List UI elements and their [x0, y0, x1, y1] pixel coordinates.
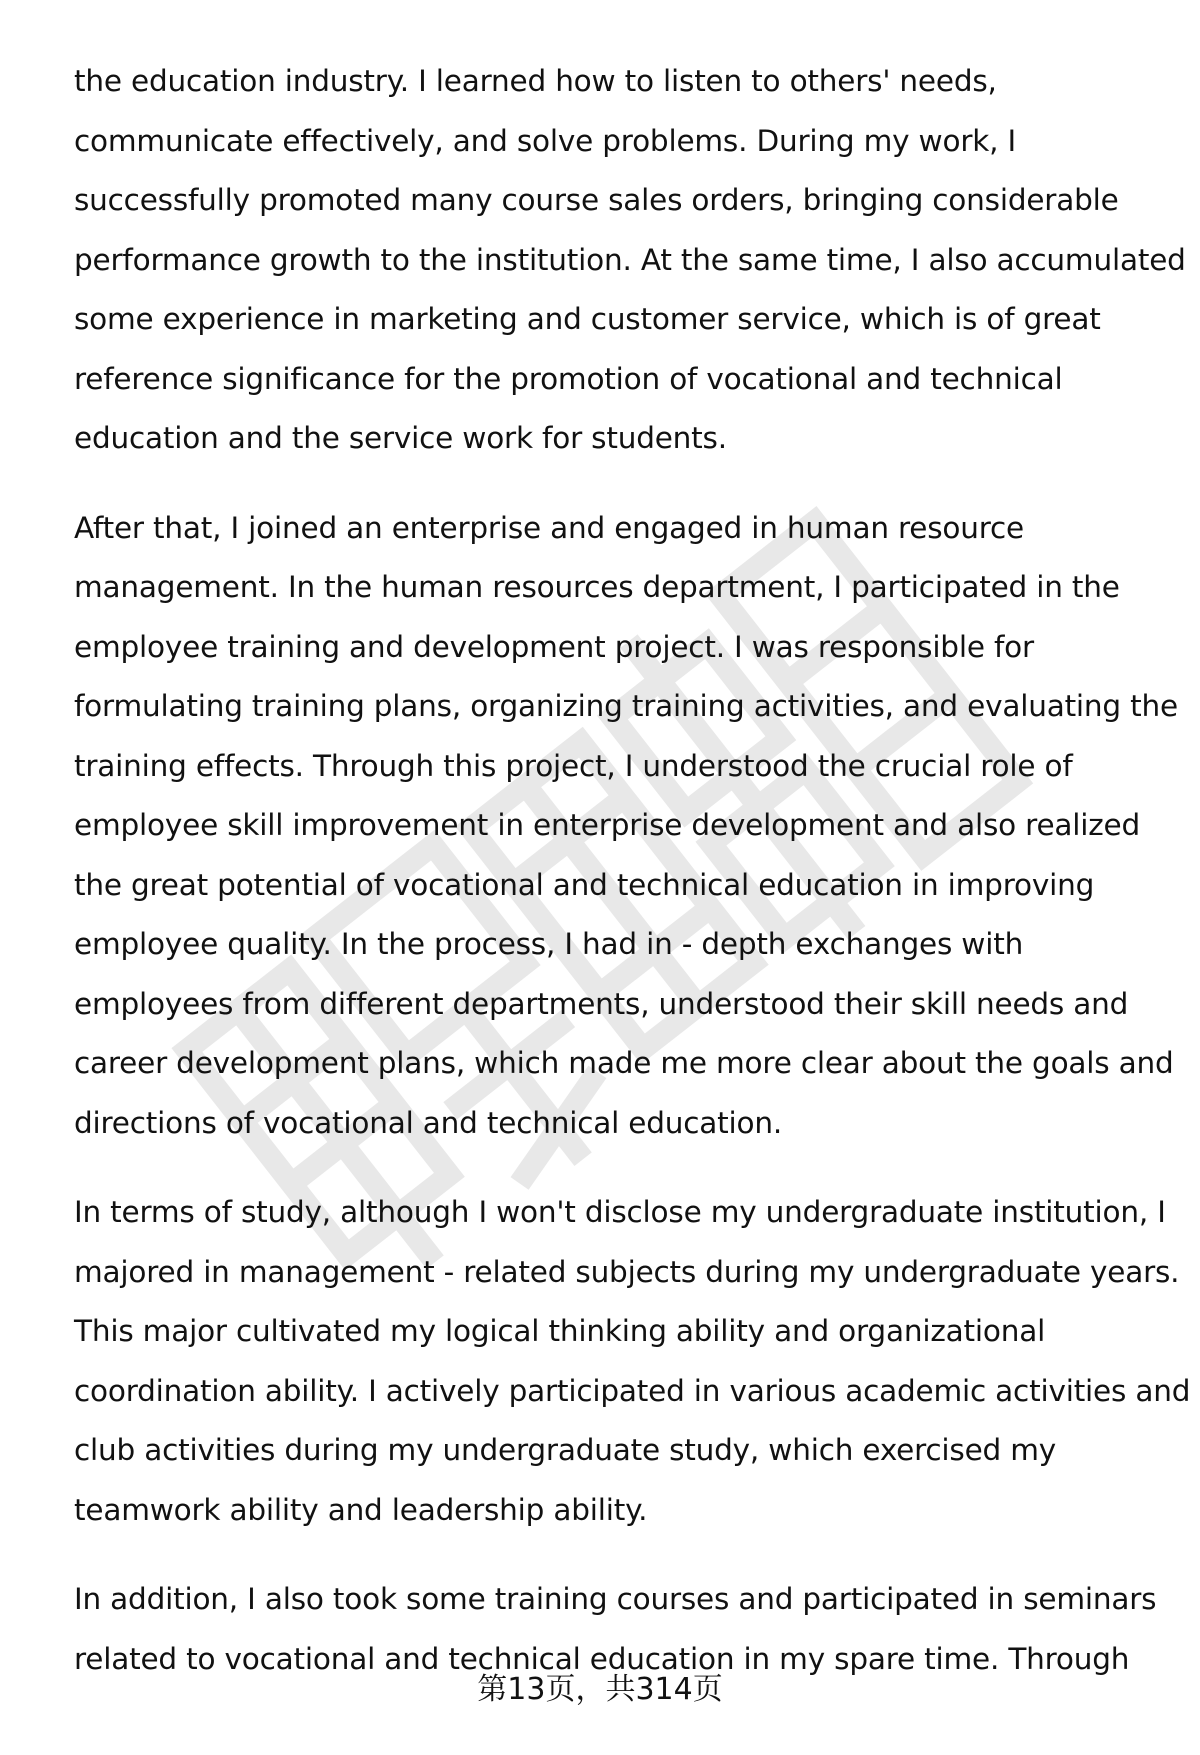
text-line: majored in management - related subjects during my undergraduate years.	[74, 1254, 1180, 1289]
paragraph-3	[74, 1183, 1191, 1540]
text-line: training effects. Through this project, I understood the crucial role of	[74, 748, 1073, 783]
text-line: successfully promoted many course sales orders, bringing considerable	[74, 183, 1119, 217]
text-line: coordination ability. I actively participated in various academic activities and	[74, 1373, 1191, 1408]
text-line: teamwork ability and leadership ability.	[74, 1492, 648, 1527]
document-body	[74, 52, 1191, 1689]
text-line: employee skill improvement in enterprise development and also realized	[74, 808, 1141, 842]
text-line: education and the service work for students.	[74, 421, 727, 455]
text-line: After that, I joined an enterprise and engaged in human resource	[74, 510, 1024, 545]
text-line: the education industry. I learned how to listen to others' needs,	[74, 64, 997, 98]
text-line: employees from different departments, understood their skill needs and	[74, 986, 1129, 1021]
page-number: 第13页，共314页	[477, 1672, 723, 1707]
paragraph-2	[74, 499, 1178, 1154]
text-line: communicate effectively, and solve problems. During my work, I	[74, 123, 1017, 158]
text-line: formulating training plans, organizing training activities, and evaluating the	[74, 689, 1178, 723]
text-line: In addition, I also took some training courses and participated in seminars	[74, 1582, 1157, 1616]
text-line: club activities during my undergraduate study, which exercised my	[74, 1433, 1057, 1467]
text-line: career development plans, which made me more clear about the goals and	[74, 1046, 1174, 1080]
text-line: the great potential of vocational and technical education in improving	[74, 867, 1095, 902]
text-line: In terms of study, although I won't disclose my undergraduate institution, I	[74, 1195, 1166, 1229]
text-line: This major cultivated my logical thinking ability and organizational	[74, 1314, 1046, 1348]
text-line: related to vocational and technical education in my spare time. Through	[74, 1641, 1130, 1676]
text-line: employee training and development project. I was responsible for	[74, 629, 1034, 664]
text-line: directions of vocational and technical education.	[74, 1105, 783, 1140]
paragraph-1	[74, 52, 1186, 469]
text-line: employee quality. In the process, I had in - depth exchanges with	[74, 927, 1024, 961]
text-line: management. In the human resources department, I participated in the	[74, 570, 1120, 604]
text-line: some experience in marketing and customer service, which is of great	[74, 302, 1101, 336]
text-line: reference significance for the promotion of vocational and technical	[74, 361, 1063, 396]
text-line: performance growth to the institution. At the same time, I also accumulated	[74, 242, 1186, 277]
